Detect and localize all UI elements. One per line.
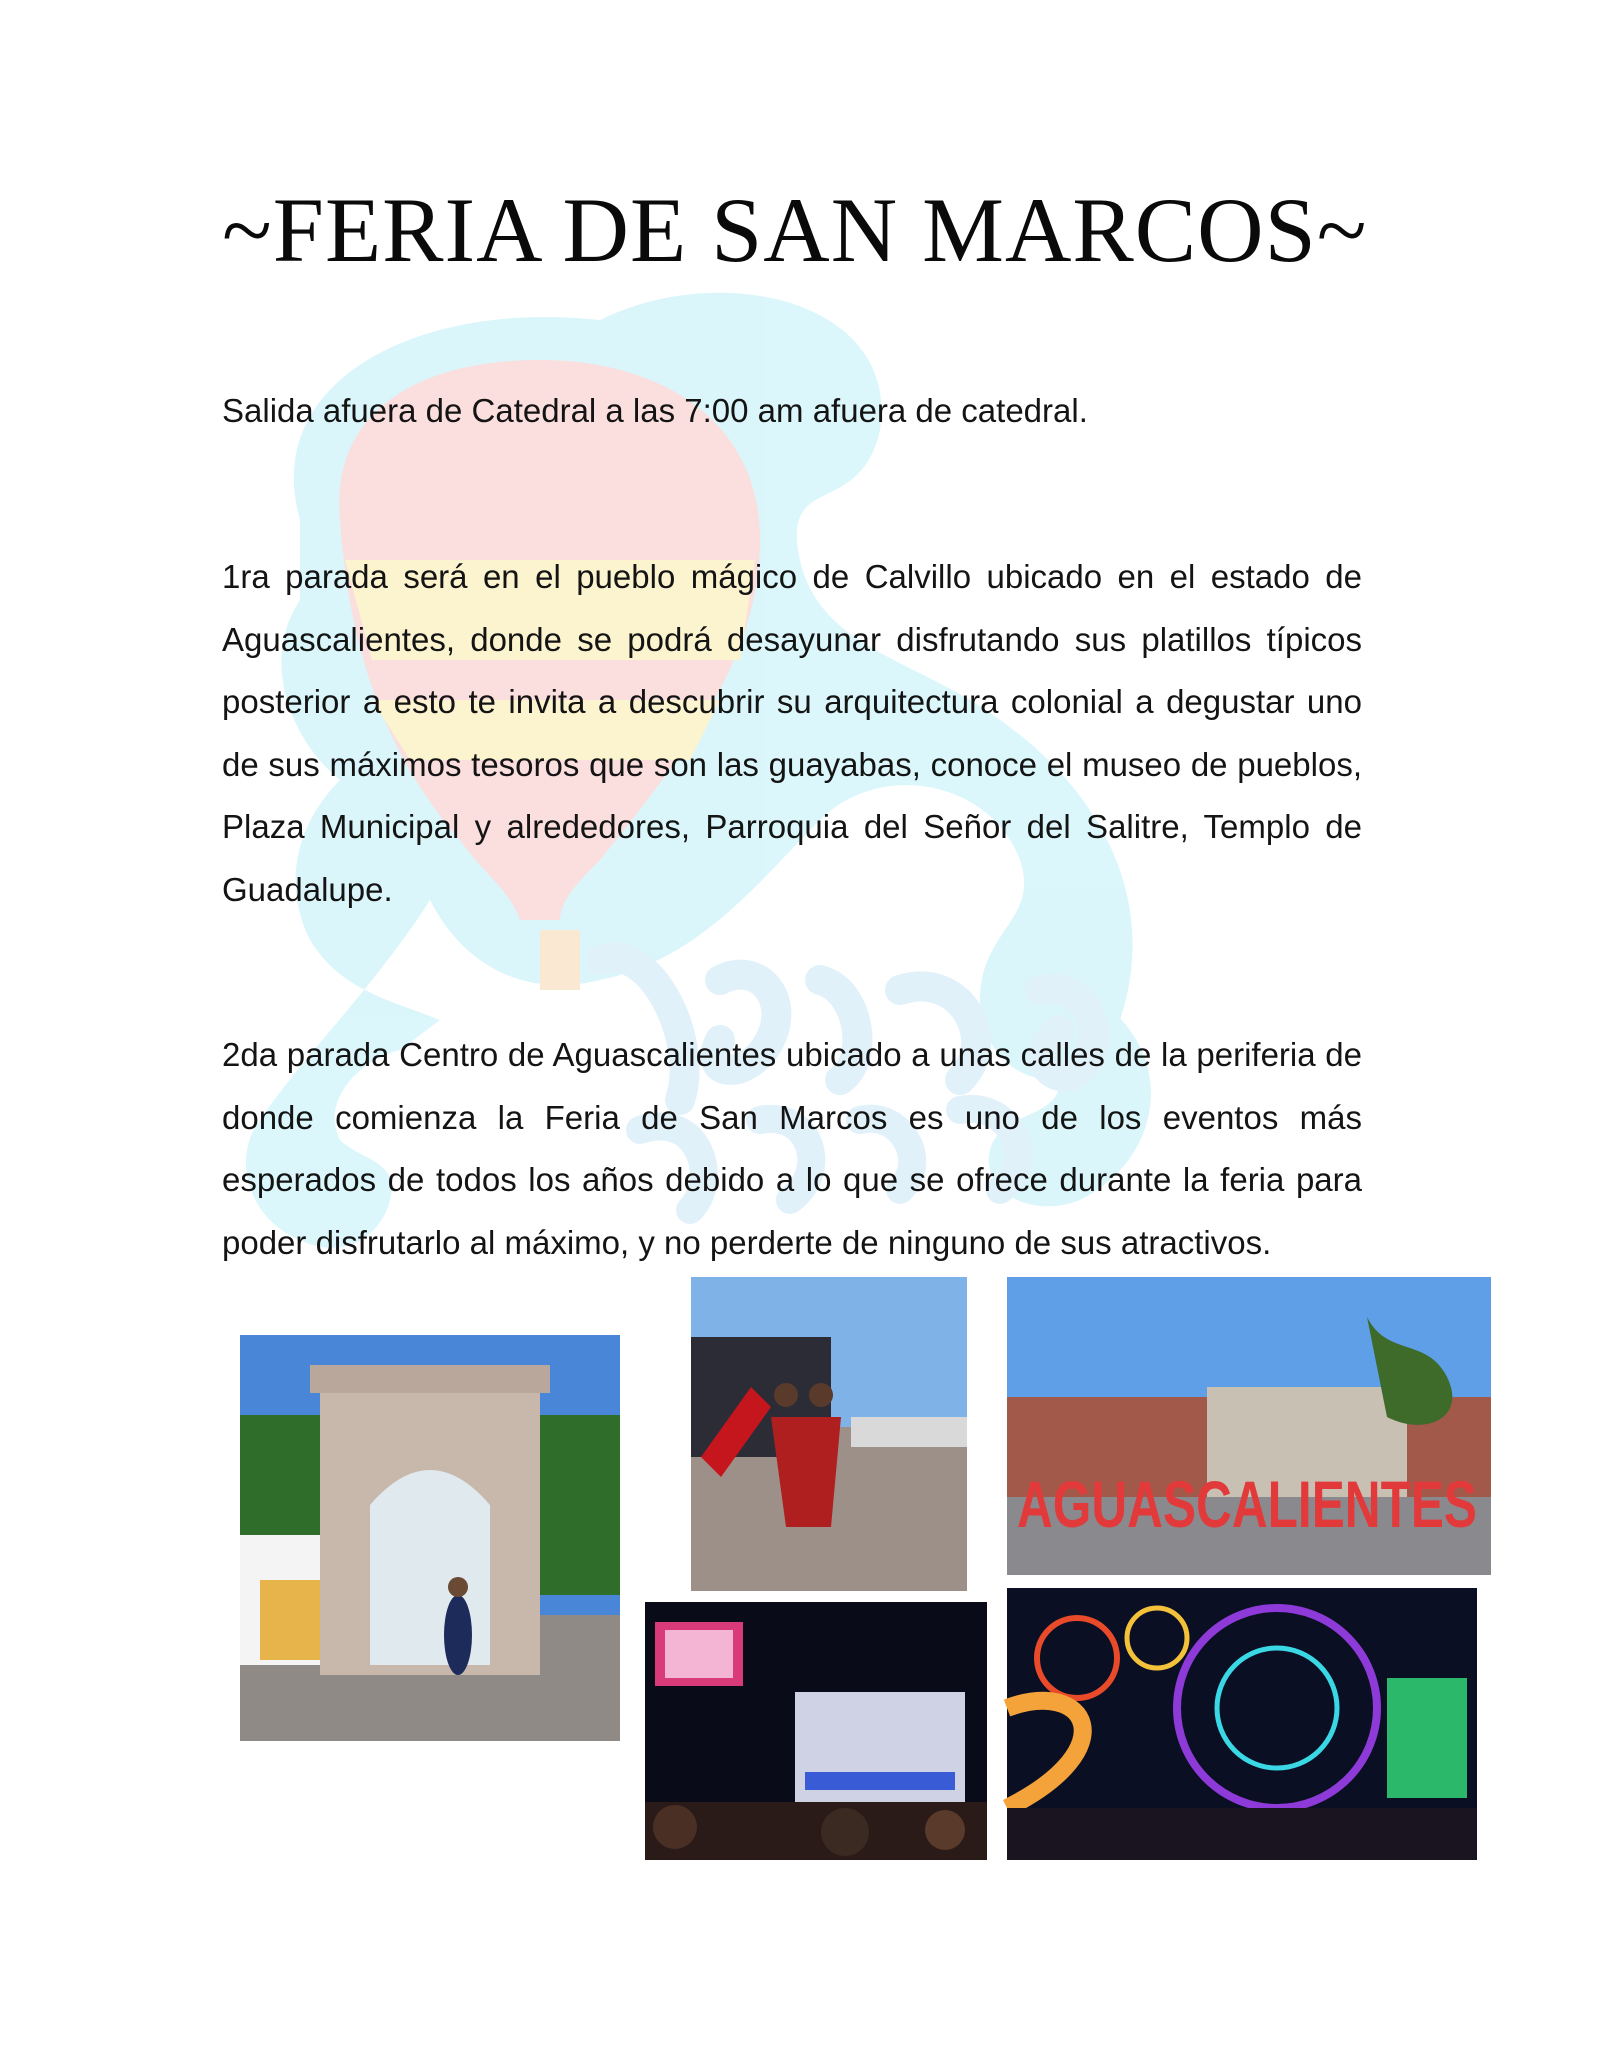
second-stop-paragraph: 2da parada Centro de Aguascalientes ubicado a unas calles de la periferia de donde comienza la Feria de San Marcos es uno de los eventos más esperados de todos los años debido a lo que se ofrece durante la feria para poder disfrutarlo al máximo, y no perderte de ninguno de sus atractivos. [222,1036,1362,1261]
photo-aguascalientes-sign [1007,1277,1491,1575]
photo-fair-ferris-wheel [1007,1588,1477,1860]
departure-paragraph: Salida afuera de Catedral a las 7:00 am afuera de catedral. [222,392,1088,429]
first-stop-paragraph: 1ra parada será en el pueblo mágico de Calvillo ubicado en el estado de Aguascalientes, donde se podrá desayunar disfrutando sus platillos típicos posterior a esto te invita a descubrir su arquitectura colonial a degustar uno de sus máximos tesoros que son las guayabas, conoce el museo de pueblos, Plaza Municipal y alrededores, Parroquia del Señor del Salitre, Templo de Guadalupe. [222,558,1362,908]
photo-night-plaza [645,1602,987,1860]
photo-san-marcos-arch [240,1335,620,1741]
photo-victoria-stand [691,1277,967,1591]
sign-text: AGUASCALIENTES [1017,1467,1477,1541]
page-title: ~FERIA DE SAN MARCOS~ [222,179,1368,281]
